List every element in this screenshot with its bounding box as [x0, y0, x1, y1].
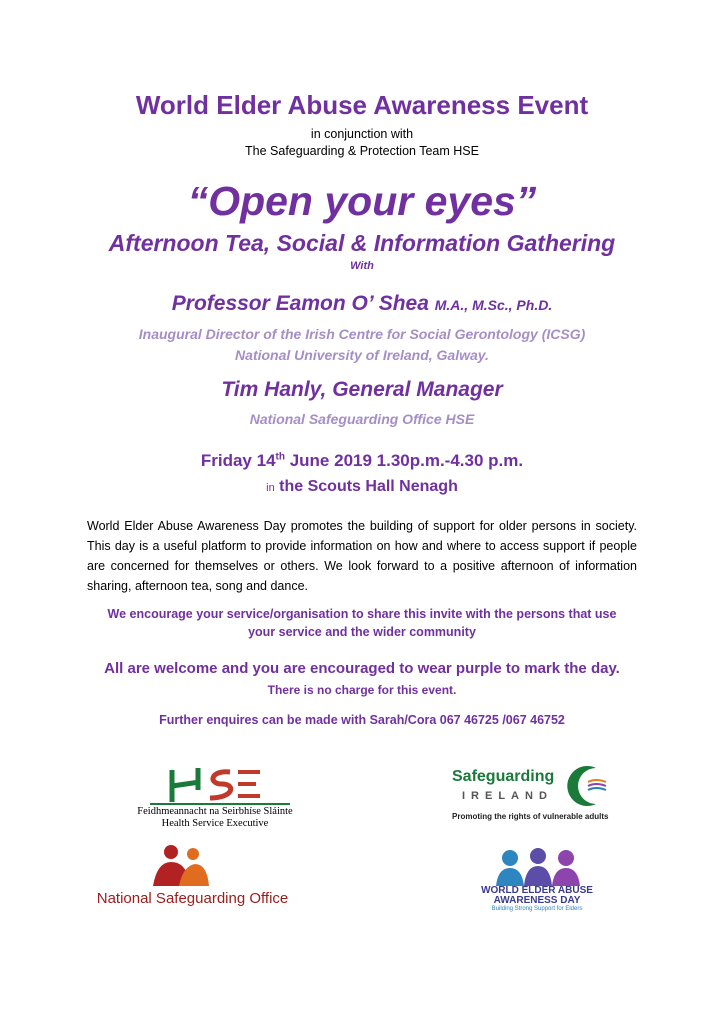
safeguarding-ireland-logo: [452, 762, 612, 828]
weaad-tagline: Building Strong Support for Elders: [491, 906, 583, 912]
hse-line1: Feidhmeannacht na Seirbhíse Sláinte: [137, 806, 293, 817]
national-safeguarding-office-logo: [95, 842, 290, 912]
subtitle-line-1: in conjunction with: [310, 127, 414, 141]
date-rest: June 2019 1.30p.m.-4.30 p.m.: [284, 451, 524, 470]
speaker1-role-line2: National University of Ireland, Galway.: [235, 347, 489, 363]
hse-mark-icon: [110, 762, 320, 806]
no-charge-text: There is no charge for this event.: [267, 683, 457, 697]
safeguarding-tagline: Promoting the rights of vulnerable adults: [452, 812, 609, 821]
speaker1-role-line1: Inaugural Director of the Irish Centre for Social Gerontology (ICSG): [138, 326, 586, 342]
venue-prefix: in: [266, 482, 275, 494]
speaker1-qualifications: M.A., M.Sc., Ph.D.: [434, 297, 553, 313]
event-venue: [0, 478, 724, 496]
description-paragraph: World Elder Abuse Awareness Day promotes the building of support for older persons in society. This day is a useful platform to provide information on how and where to access support if people are concerned for themselves or others. We look forward to a positive afternoon of information sharing, afternoon tea, song and dance.: [87, 519, 637, 593]
event-tagline: Afternoon Tea, Social & Information Gathering: [108, 230, 616, 256]
weaad-line2: AWARENESS DAY: [493, 895, 581, 906]
enquiries-text: Further enquires can be made with Sarah/Cora 067 46725 /067 46752: [159, 713, 565, 727]
speaker1-heading: [0, 292, 724, 316]
weaad-line1: WORLD ELDER ABUSE: [481, 885, 593, 896]
speaker2-role: National Safeguarding Office HSE: [249, 411, 475, 427]
hse-line2: Health Service Executive: [161, 818, 269, 829]
nso-name: National Safeguarding Office: [96, 890, 289, 907]
safeguarding-crescent-icon: [566, 764, 610, 808]
encourage-line1: We encourage your service/organisation to share this invite with the persons that use: [107, 607, 617, 621]
encourage-text: [0, 605, 724, 641]
date-day: Friday 14: [200, 451, 276, 470]
venue-place: the Scouts Hall Nenagh: [279, 478, 458, 495]
safeguarding-country: IRELAND: [462, 790, 553, 802]
hse-logo: [110, 762, 320, 832]
hse-caption: [110, 806, 320, 830]
welcome-text: All are welcome and you are encouraged to wear purple to mark the day.: [104, 660, 620, 677]
weaad-logo: [462, 848, 612, 912]
with-label: With: [350, 260, 374, 272]
safeguarding-name: Safeguarding: [452, 768, 555, 785]
event-date: [0, 451, 724, 471]
speaker1-role: [0, 324, 724, 366]
event-title: World Elder Abuse Awareness Event: [135, 90, 589, 120]
weaad-title: [462, 886, 612, 906]
speaker2-name: Tim Hanly, General Manager: [221, 378, 503, 401]
elders-group-icon: [490, 848, 586, 886]
encourage-line2: your service and the wider community: [248, 625, 476, 639]
subtitle-line-2: The Safeguarding & Protection Team HSE: [245, 144, 479, 158]
event-subtitle: [0, 126, 724, 160]
event-quote: “Open your eyes”: [187, 178, 537, 224]
people-embrace-icon: [143, 842, 223, 890]
speaker1-name: Professor Eamon O’ Shea: [171, 292, 429, 315]
date-suffix: th: [275, 451, 285, 463]
